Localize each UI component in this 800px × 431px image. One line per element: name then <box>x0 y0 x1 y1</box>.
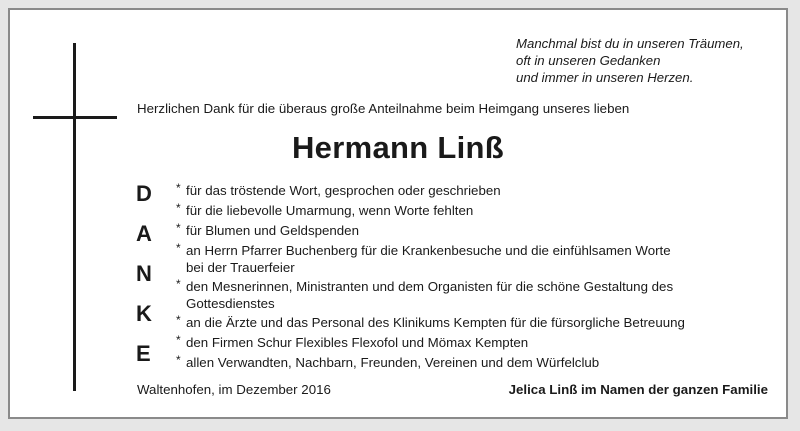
list-item <box>176 222 359 239</box>
poem-line-3: und immer in unseren Herzen. <box>516 70 694 85</box>
list-item-text: den Mesnerinnen, Ministranten und dem Organisten für die schöne Gestaltung des <box>186 279 674 294</box>
obituary-card <box>8 8 788 419</box>
bullet-icon: * <box>176 333 181 347</box>
bullet-icon: * <box>176 181 181 195</box>
signature: Jelica Linß im Namen der ganzen Familie <box>508 382 768 397</box>
bullet-icon: * <box>176 277 181 291</box>
cross-icon-horizontal <box>33 116 117 119</box>
deceased-name: Hermann Linß <box>291 130 504 165</box>
list-item-text: den Firmen Schur Flexibles Flexofol und Mömax Kempten <box>186 335 529 350</box>
danke-letter-d: D <box>136 181 152 206</box>
bullet-icon: * <box>176 221 181 235</box>
poem <box>516 35 744 86</box>
poem-line-2: oft in unseren Gedanken <box>516 53 661 68</box>
list-item <box>176 278 673 312</box>
list-item <box>176 334 528 351</box>
list-item-text: für das tröstende Wort, gesprochen oder geschrieben <box>186 183 501 198</box>
list-item <box>176 354 599 371</box>
intro-text: Herzlichen Dank für die überaus große Anteilnahme beim Heimgang unseres lieben <box>137 101 630 116</box>
list-item-text: an die Ärzte und das Personal des Klinikums Kempten für die fürsorgliche Betreuung <box>186 315 685 330</box>
list-item-text: für Blumen und Geldspenden <box>186 223 359 238</box>
bullet-icon: * <box>176 353 181 367</box>
list-item-text: an Herrn Pfarrer Buchenberg für die Krankenbesuche und die einfühlsamen Worte <box>186 243 671 258</box>
cross-icon-vertical <box>73 43 76 391</box>
danke-letter-k: K <box>136 301 152 326</box>
list-item-text: allen Verwandten, Nachbarn, Freunden, Vereinen und dem Würfelclub <box>186 355 600 370</box>
danke-letter-n: N <box>136 261 152 286</box>
bullet-icon: * <box>176 241 181 255</box>
list-item-text: für die liebevolle Umarmung, wenn Worte fehlten <box>186 203 474 218</box>
danke-letter-a: A <box>136 221 152 246</box>
list-item-text-continued: Gottesdienstes <box>186 296 275 311</box>
bullet-icon: * <box>176 313 181 327</box>
place-date: Waltenhofen, im Dezember 2016 <box>137 382 331 397</box>
list-item <box>176 182 501 199</box>
danke-letter-e: E <box>136 341 151 366</box>
list-item-text-continued: bei der Trauerfeier <box>186 260 295 275</box>
poem-line-1: Manchmal bist du in unseren Träumen, <box>516 36 744 51</box>
list-item <box>176 314 685 331</box>
bullet-icon: * <box>176 201 181 215</box>
list-item <box>176 202 473 219</box>
list-item <box>176 242 671 276</box>
